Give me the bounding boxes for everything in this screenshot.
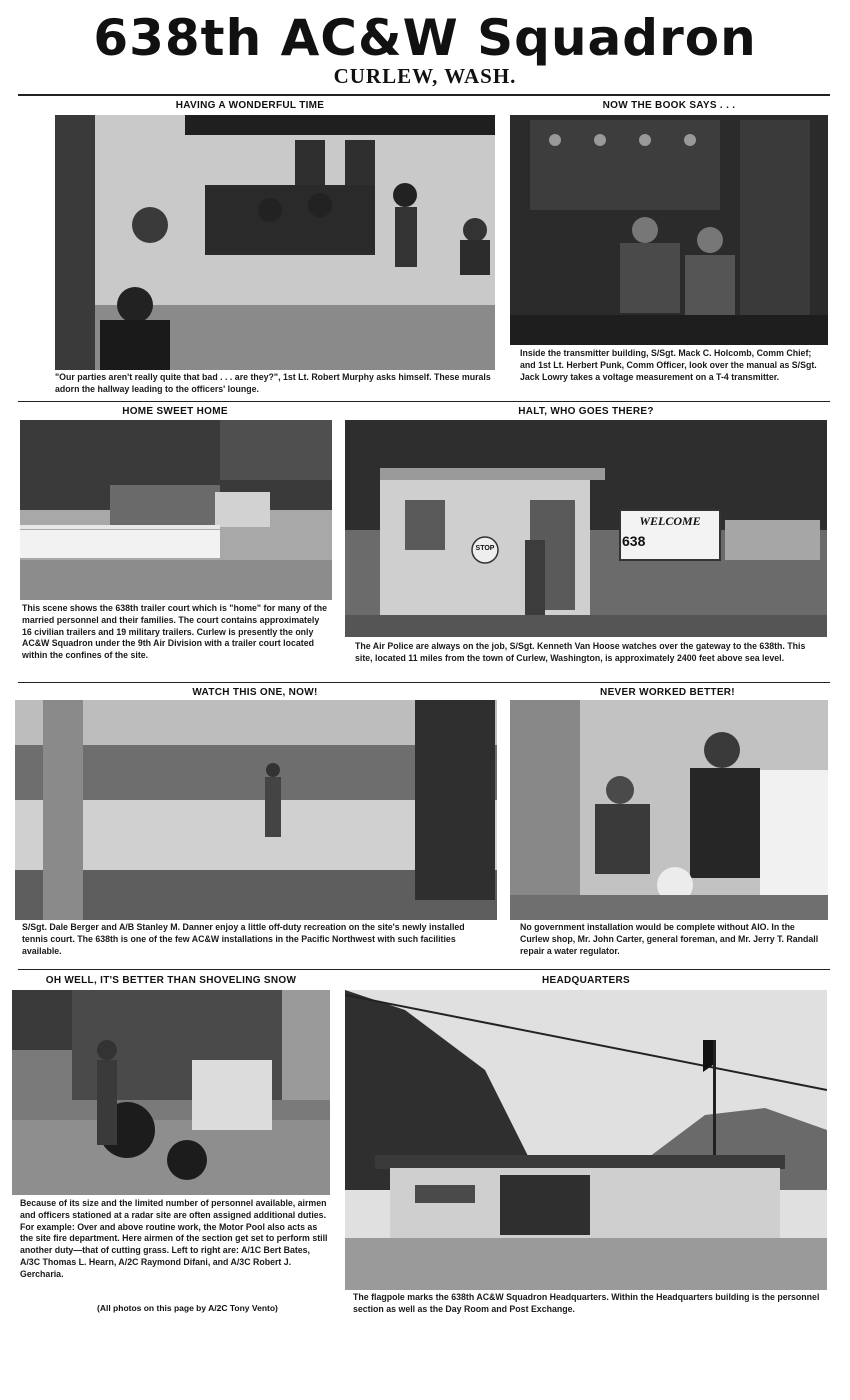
story-5-caption: S/Sgt. Dale Berger and A/B Stanley M. Danner enjoy a little off-duty recreation on the site's newly installed tennis court. The 638th is one of the few AC&W installations in the Pacific Northwest with such facilities available.	[22, 922, 465, 956]
welcome-sign-text: WELCOME	[639, 514, 701, 528]
masthead-title: 638th AC&W Squadron	[93, 9, 757, 67]
story-3-photo	[20, 420, 332, 600]
story-2-caption: Inside the transmitter building, S/Sgt. Mack C. Holcomb, Comm Chief; and 1st Lt. Herbert Punk, Comm Officer, look over the manual as S/Sgt. Jack Lowry takes a voltage measurement on a T-4 transmitter.	[520, 348, 817, 382]
row-divider-1	[18, 401, 830, 402]
story-6-kicker: NEVER WORKED BETTER!	[600, 687, 735, 698]
row-divider-3	[18, 969, 830, 970]
masthead-location: CURLEW, WASH.	[333, 64, 517, 88]
story-6-photo	[510, 700, 828, 920]
story-5-kicker: WATCH THIS ONE, NOW!	[192, 687, 318, 698]
story-8-caption: The flagpole marks the 638th AC&W Squadron Headquarters. Within the Headquarters building is the personnel section as well as the Day Room and Post Exchange.	[353, 1292, 820, 1314]
story-3-caption: This scene shows the 638th trailer court which is "home" for many of the married personnel and their families. The court contains approximately 16 civilian trailers and 19 military trailers. Curlew is presently the only AC&W Squadron under the 9th Air Division with a trailer court located within the confines of the site.	[22, 603, 328, 661]
welcome-sign-number: 638	[622, 533, 646, 549]
story-7-caption: Because of its size and the limited number of personnel available, airmen and officers stationed at a radar site are often assigned additional duties. For example: Over and above routine work, the Motor Pool also acts as the site fire department. Here airmen of the section get set to perform still another duty—that of cutting grass. Left to right are: A/1C Bert Bates, A/3C Thomas L. Hearn, A/2C Raymond Difani, and A/3C Robert J. Gercharia.	[20, 1198, 328, 1279]
stop-sign-text: STOP	[475, 545, 495, 552]
story-4-photo	[345, 420, 827, 637]
row-divider-2	[18, 682, 830, 683]
story-7-kicker: OH WELL, IT'S BETTER THAN SHOVELING SNOW	[45, 975, 297, 986]
photo-credit: (All photos on this page by A/2C Tony Vento)	[97, 1303, 278, 1313]
story-3-kicker: HOME SWEET HOME	[122, 406, 228, 417]
story-2-photo	[510, 115, 828, 345]
story-7-photo	[12, 990, 330, 1195]
story-1-kicker: HAVING A WONDERFUL TIME	[175, 100, 325, 111]
story-6-caption: No government installation would be complete without AIO. In the Curlew shop, Mr. John Carter, general foreman, and Mr. Jerry T. Randall repair a water regulator.	[520, 922, 819, 956]
story-1-photo	[55, 115, 495, 370]
story-8-kicker: HEADQUARTERS	[541, 975, 631, 986]
story-8-photo	[345, 990, 827, 1290]
masthead-rule	[18, 94, 830, 96]
story-4-caption: The Air Police are always on the job, S/Sgt. Kenneth Van Hoose watches over the gateway to the 638th. This site, located 11 miles from the town of Curlew, Washington, is approximately 2400 feet above sea level.	[355, 641, 806, 663]
story-1-caption: "Our parties aren't really quite that bad . . . are they?", 1st Lt. Robert Murphy asks himself. These murals adorn the hallway leading to the officers' lounge.	[55, 372, 491, 394]
story-4-kicker: HALT, WHO GOES THERE?	[518, 406, 654, 417]
story-5-photo	[15, 700, 497, 920]
story-2-kicker: NOW THE BOOK SAYS . . .	[602, 100, 736, 111]
